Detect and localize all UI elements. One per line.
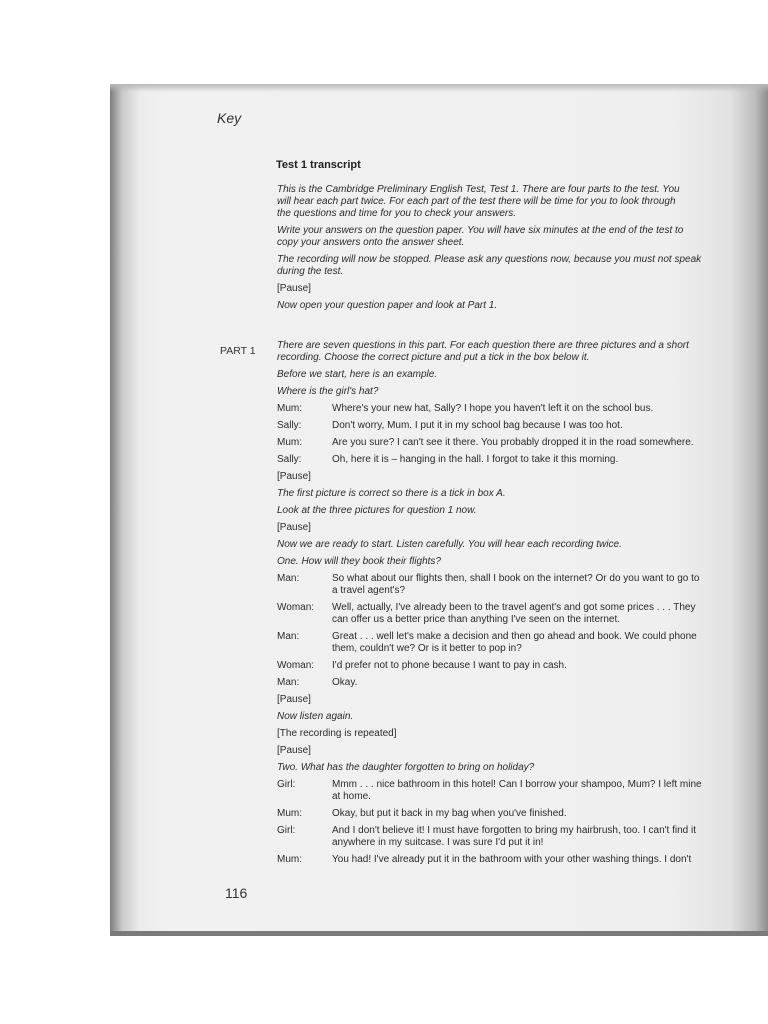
instruction-line: Now open your question paper and look at Part 1. (277, 300, 498, 311)
scan-shadow (110, 84, 768, 92)
pause-marker: [Pause] (277, 694, 311, 705)
dialogue-line (277, 437, 737, 449)
repeat-marker: [The recording is repeated] (277, 728, 397, 739)
intro-paragraph: The recording will now be stopped. Please ask any questions now, because you must not speak during the test. (277, 254, 702, 277)
question-2: Two. What has the daughter forgotten to bring on holiday? (277, 762, 535, 773)
utterance: I'd prefer not to phone because I want to pay in cash. (332, 660, 567, 671)
speaker: Mum: (277, 808, 302, 819)
speaker: Man: (277, 631, 300, 642)
utterance: can offer us a better price than anything I've seen on the internet. (332, 614, 621, 625)
example-question: Where is the girl's hat? (277, 386, 379, 397)
intro-paragraph: This is the Cambridge Preliminary English Test, Test 1. There are four parts to the test. You will hear each part twice. For each part of the test there will be time for you to look through the questions and time for you to check your answers. (277, 184, 680, 219)
page-number: 116 (225, 885, 248, 901)
utterance: Mmm . . . nice bathroom in this hotel! Can I borrow your shampoo, Mum? I left mine (332, 779, 702, 790)
instruction-line: The first picture is correct so there is a tick in box A. (277, 488, 506, 499)
utterance: them, couldn't we? Or is it better to pop in? (332, 643, 522, 654)
utterance: Oh, here it is – hanging in the hall. I forgot to take it this morning. (332, 454, 619, 465)
speaker: Woman: (277, 602, 315, 613)
dialogue-line (277, 454, 737, 466)
dialogue-line (277, 631, 737, 655)
utterance: You had! I've already put it in the bathroom with your other washing things. I don't (332, 854, 692, 865)
part-label: PART 1 (220, 345, 256, 357)
intro-paragraph: Write your answers on the question paper. You will have six minutes at the end of the test to copy your answers onto the answer sheet. (277, 225, 684, 248)
dialogue-line (277, 854, 737, 866)
scan-edge (110, 931, 768, 936)
utterance: And I don't believe it! I must have forgotten to bring my hairbrush, too. I can't find it (332, 825, 697, 836)
speaker: Mum: (277, 403, 302, 414)
speaker: Woman: (277, 660, 315, 671)
speaker: Man: (277, 677, 300, 688)
dialogue-line (277, 808, 737, 820)
speaker: Man: (277, 573, 300, 584)
pause-marker: [Pause] (277, 283, 311, 294)
dialogue-line (277, 420, 737, 432)
utterance: Okay. (332, 677, 358, 688)
utterance: Where's your new hat, Sally? I hope you haven't left it on the school bus. (332, 403, 654, 414)
speaker: Mum: (277, 854, 302, 865)
dialogue-line (277, 660, 737, 672)
utterance: a travel agent's? (332, 585, 406, 596)
part-instructions: There are seven questions in this part. For each question there are three pictures and a short recording. Choose the correct picture and put a tick in the box below it. (277, 340, 689, 363)
speaker: Sally: (277, 454, 302, 465)
page-header: Key (217, 110, 242, 126)
part1-block (277, 340, 737, 866)
question-1: One. How will they book their flights? (277, 556, 441, 567)
pause-marker: [Pause] (277, 745, 311, 756)
instruction-line: Now we are ready to start. Listen carefully. You will hear each recording twice. (277, 539, 622, 550)
dialogue-line (277, 677, 737, 689)
transcript-heading: Test 1 transcript (276, 159, 361, 171)
utterance: anywhere in my suitcase. I was sure I'd put it in! (332, 837, 544, 848)
utterance: Well, actually, I've already been to the travel agent's and got some prices . . . They (332, 602, 696, 613)
dialogue-line (277, 779, 737, 803)
dialogue-line (277, 403, 737, 415)
pause-marker: [Pause] (277, 471, 311, 482)
pause-marker: [Pause] (277, 522, 311, 533)
instruction-line: Before we start, here is an example. (277, 369, 438, 380)
dialogue-line (277, 825, 737, 849)
speaker: Girl: (277, 825, 296, 836)
speaker: Sally: (277, 420, 302, 431)
utterance: Okay, but put it back in my bag when you've finished. (332, 808, 567, 819)
speaker: Mum: (277, 437, 302, 448)
dialogue-line (277, 602, 737, 626)
dialogue-line (277, 573, 737, 597)
speaker: Girl: (277, 779, 296, 790)
intro-block (277, 184, 737, 312)
instruction-line: Now listen again. (277, 711, 354, 722)
utterance: at home. (332, 791, 371, 802)
utterance: So what about our flights then, shall I book on the internet? Or do you want to go to (332, 573, 700, 584)
instruction-line: Look at the three pictures for question 1 now. (277, 505, 477, 516)
utterance: Are you sure? I can't see it there. You probably dropped it in the road somewhere. (332, 437, 694, 448)
utterance: Great . . . well let's make a decision and then go ahead and book. We could phone (332, 631, 697, 642)
utterance: Don't worry, Mum. I put it in my school bag because I was too hot. (332, 420, 623, 431)
